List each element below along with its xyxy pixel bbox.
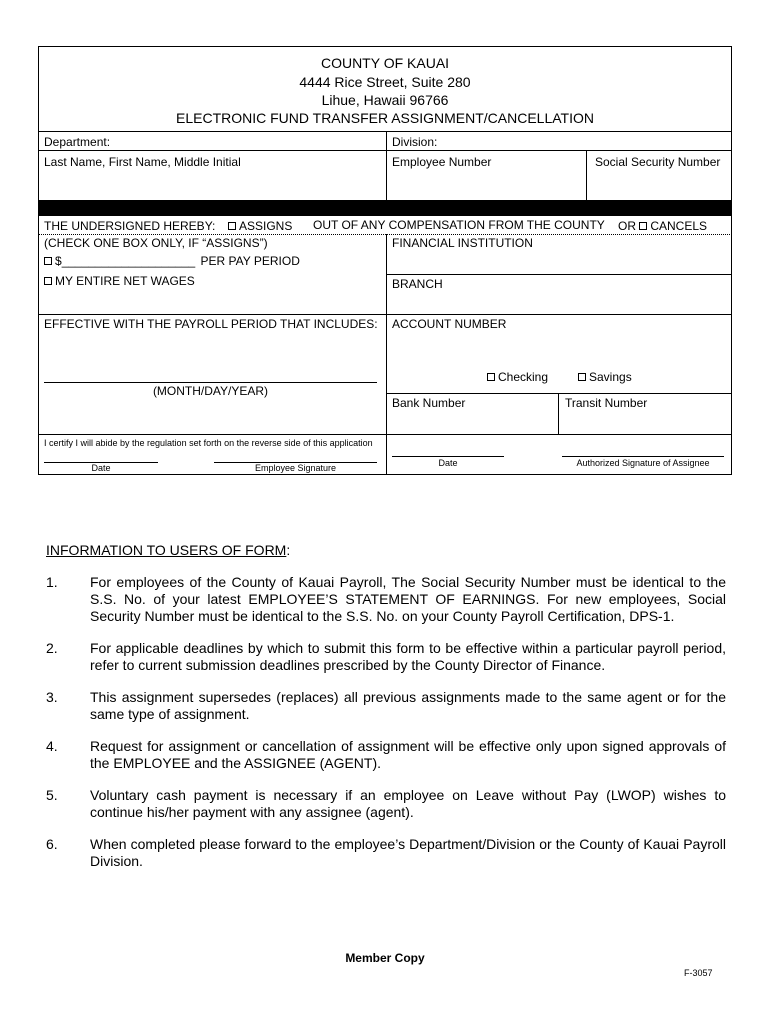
info-item-5-text: Voluntary cash payment is necessary if an employee on Leave without Pay (LWOP) wishes to continue his/her payment with any assignee (agent). (90, 787, 726, 820)
form-title: ELECTRONIC FUND TRANSFER ASSIGNMENT/CANCELLATION (176, 110, 594, 126)
info-item-1-text: For employees of the County of Kauai Payroll, The Social Security Number must be identical to the S.S. No. of your latest EMPLOYEE’S STATEMENT OF EARNINGS. For new employees, Social Security Number must be identical to the S.S. No. on your County Payroll Certification, DPS-1. (90, 574, 726, 624)
savings-checkbox[interactable] (578, 373, 586, 381)
or-label: OR (618, 219, 636, 233)
branch-label: BRANCH (392, 277, 443, 291)
info-item-3-text: This assignment supersedes (replaces) all previous assignments made to the same agent or for the same type of assignment. (90, 689, 726, 722)
employee-date-label: Date (91, 463, 111, 473)
info-item-6-number: 6. (46, 836, 58, 852)
assignee-signature-line[interactable] (562, 456, 724, 457)
rule-certify (38, 434, 732, 435)
form-number: F-3057 (684, 968, 713, 978)
entire-net-checkbox[interactable] (44, 277, 52, 285)
info-item-2-text: For applicable deadlines by which to submit this form to be effective within a particular payroll period, refer to current submission deadlines prescribed by the County Director of Finance. (90, 640, 726, 673)
account-number-label: ACCOUNT NUMBER (392, 317, 507, 331)
savings-label: Savings (589, 370, 632, 384)
vrule-ssn (586, 150, 587, 200)
info-item-4-text: Request for assignment or cancellation of assignment will be effective only upon signed approvals of the EMPLOYEE and the ASSIGNEE (AGENT). (90, 738, 726, 771)
savings-option[interactable] (578, 370, 632, 384)
assigns-checkbox[interactable] (228, 222, 236, 230)
address-line-1: 4444 Rice Street, Suite 280 (299, 74, 471, 90)
certify-text: I certify I will abide by the regulation set forth on the reverse side of this application (44, 438, 373, 448)
rule-dotted (38, 234, 732, 235)
division-label: Division: (392, 135, 438, 149)
ssn-label: Social Security Number (595, 155, 721, 169)
entire-net-label: MY ENTIRE NET WAGES (55, 274, 195, 288)
assigns-option[interactable] (228, 219, 292, 233)
amount-checkbox[interactable] (44, 257, 52, 265)
month-day-year-label: (MONTH/DAY/YEAR) (152, 384, 269, 398)
info-item-2-number: 2. (46, 640, 58, 656)
per-pay-period-label: PER PAY PERIOD (200, 254, 300, 268)
financial-institution-label: FINANCIAL INSTITUTION (392, 236, 533, 250)
info-item-1-number: 1. (46, 574, 58, 590)
check-one-note: (CHECK ONE BOX ONLY, IF “ASSIGNS”) (44, 236, 268, 250)
effective-date-line[interactable] (44, 382, 377, 383)
department-label: Department: (44, 135, 111, 149)
assignee-date-label: Date (438, 458, 458, 468)
employee-number-label: Employee Number (392, 155, 492, 169)
address-line-2: Lihue, Hawaii 96766 (321, 92, 449, 108)
bank-number-label: Bank Number (392, 396, 466, 410)
undersigned-label: THE UNDERSIGNED HEREBY: (44, 219, 216, 233)
info-heading-colon: : (286, 542, 291, 558)
employee-signature-label: Employee Signature (254, 463, 337, 473)
dollar-sign: $ (55, 254, 62, 268)
black-bar (38, 200, 732, 216)
cancels-checkbox[interactable] (639, 222, 647, 230)
transit-number-label: Transit Number (565, 396, 648, 410)
info-heading-text: INFORMATION TO USERS OF FORM (46, 542, 287, 558)
amount-option[interactable] (44, 254, 300, 268)
assignee-signature-label: Authorized Signature of Assignee (576, 458, 710, 468)
cancels-label: CANCELS (650, 219, 708, 233)
vrule-transit (558, 393, 559, 434)
vrule-upper (386, 131, 387, 200)
org-name: COUNTY OF KAUAI (320, 55, 450, 71)
info-item-4-number: 4. (46, 738, 58, 754)
rule-dept (38, 150, 732, 151)
info-item-5-number: 5. (46, 787, 58, 803)
member-copy-label: Member Copy (345, 951, 425, 965)
vrule-lower (386, 234, 387, 475)
assigns-label: ASSIGNS (239, 219, 293, 233)
name-label: Last Name, First Name, Middle Initial (44, 155, 241, 169)
rule-fi (386, 274, 732, 275)
assignee-date-line[interactable] (392, 456, 504, 457)
info-heading (46, 542, 290, 559)
effective-label: EFFECTIVE WITH THE PAYROLL PERIOD THAT INCLUDES: (44, 317, 378, 331)
rule-bank (386, 393, 732, 394)
rule-effective (38, 314, 732, 315)
info-item-3-number: 3. (46, 689, 58, 705)
info-item-6-text: When completed please forward to the employee’s Department/Division or the County of Kauai Payroll Division. (90, 836, 726, 869)
checking-checkbox[interactable] (487, 373, 495, 381)
cancels-option[interactable] (618, 219, 707, 233)
checking-option[interactable] (487, 370, 548, 384)
checking-label: Checking (498, 370, 549, 384)
amount-field[interactable]: ____________________ (61, 254, 196, 268)
entire-net-option[interactable] (44, 274, 195, 288)
compensation-text: OUT OF ANY COMPENSATION FROM THE COUNTY (313, 218, 605, 232)
rule-header (38, 131, 732, 132)
